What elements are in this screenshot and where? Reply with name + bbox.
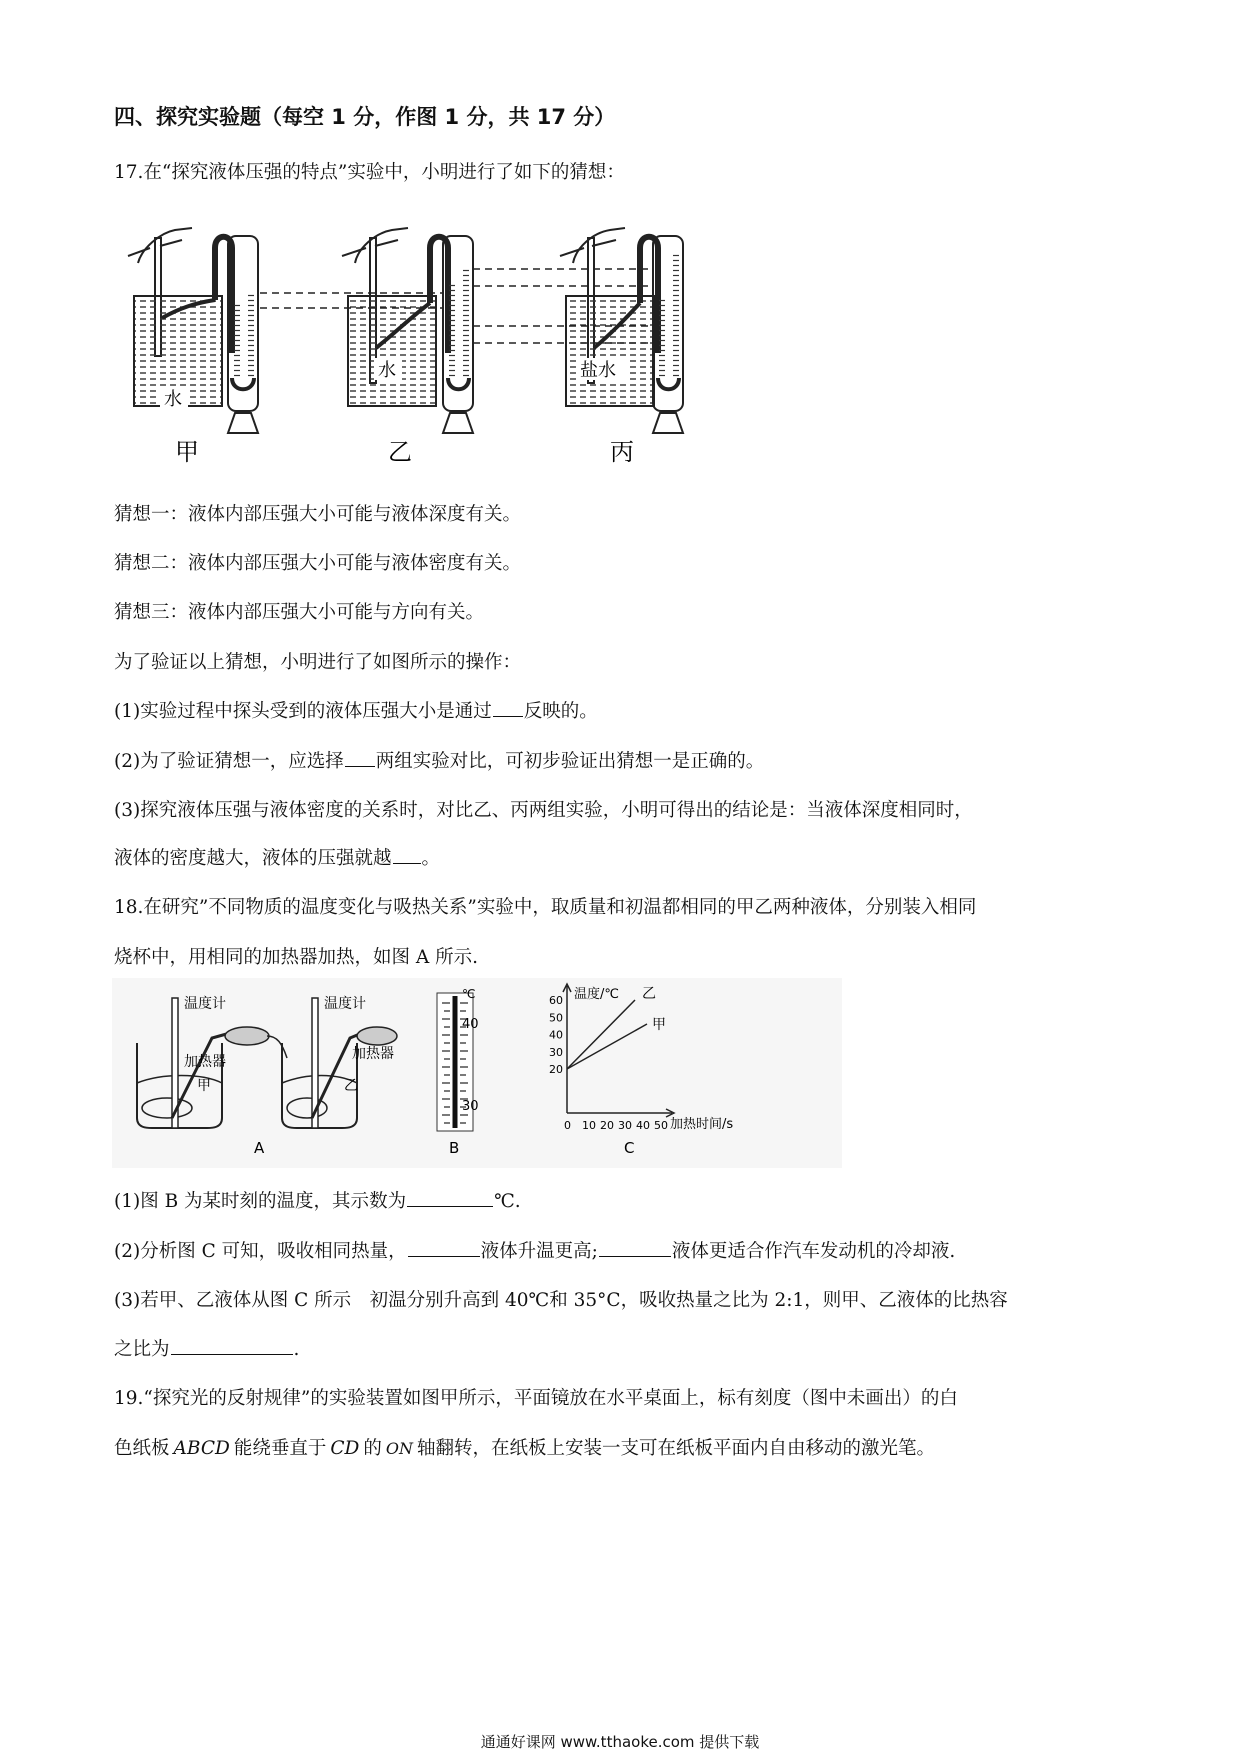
q19-text-b: 能绕垂直于: [233, 1438, 327, 1459]
heater-label-1: 加热器: [184, 1054, 226, 1070]
figure-b-unit: ℃: [462, 987, 476, 1001]
figure-c-ytick: 50: [549, 1011, 563, 1025]
figure-c-xtick: 30: [618, 1119, 632, 1132]
q17-part1: [114, 697, 598, 723]
q17-blank3[interactable]: [393, 845, 421, 864]
series-label-yi: 乙: [642, 986, 656, 1002]
q17-part1-post: 反映的。: [523, 701, 598, 722]
figure-c-ytick: 20: [549, 1063, 563, 1076]
setup-bing: [560, 228, 683, 466]
q17-blank2[interactable]: [345, 748, 375, 767]
q18-part1-post: ℃.: [494, 1191, 521, 1212]
q18-line2: 烧杯中，用相同的加热器加热，如图 A 所示.: [114, 947, 479, 968]
q17-part3-line1: (3)探究液体压强与液体密度的关系时，对比乙、丙两组实验，小明可得出的结论是：当液体深度相同时，: [114, 800, 973, 821]
q17-part3-post: 。: [421, 848, 441, 869]
q17-guess1: 猜想一：液体内部压强大小可能与液体深度有关。: [114, 504, 522, 525]
q18-figure: [112, 978, 842, 1168]
q18-part2-post: 液体更适合作汽车发动机的冷却液.: [671, 1241, 956, 1262]
section-title: 四、探究实验题（每空 1 分，作图 1 分，共 17 分）: [114, 105, 616, 129]
caption-c: C: [624, 1139, 635, 1157]
q19-text-c: 的: [363, 1438, 382, 1459]
q18-part2-mid: 液体升温更高;: [480, 1241, 598, 1262]
q19-symbol-on: ON: [385, 1439, 413, 1458]
liquid-label-yi-a: 乙: [344, 1078, 358, 1094]
q17-part3-line2: [114, 844, 440, 870]
thermometer-label-1: 温度计: [184, 996, 226, 1012]
heater-label-2: 加热器: [352, 1046, 394, 1062]
caption-a: A: [254, 1139, 265, 1157]
q18-blank3[interactable]: [599, 1238, 671, 1257]
figure-c-xtick: 40: [636, 1119, 650, 1132]
thermometer-label-2: 温度计: [324, 996, 366, 1012]
q18-line1: 18.在研究”不同物质的温度变化与吸热关系”实验中，取质量和初温都相同的甲乙两种液体，分别装入相同: [114, 897, 977, 918]
q19-line1: 19.“探究光的反射规律”的实验装置如图甲所示，平面镜放在水平桌面上，标有刻度（图中未画出）的白: [114, 1388, 958, 1409]
q18-blank1[interactable]: [407, 1188, 493, 1207]
series-label-jia: 甲: [652, 1017, 666, 1033]
figure-c-xtick: 10: [582, 1119, 596, 1132]
setup-label-yi: 乙: [388, 438, 412, 466]
q19-text-a: 色纸板: [114, 1438, 170, 1459]
figure-c-ytick: 40: [549, 1028, 563, 1042]
figure-c-xtick: 50: [654, 1119, 668, 1132]
setup-label-jia: 甲: [175, 438, 199, 466]
q19-text-d: 轴翻转，在纸板上安装一支可在纸板平面内自由移动的激光笔。: [416, 1438, 935, 1459]
figure-b-tick-30: 30: [462, 1099, 479, 1114]
figure-c-ylabel: 温度/℃: [574, 987, 619, 1002]
q17-part1-pre: (1)实验过程中探头受到的液体压强大小是通过: [114, 701, 492, 722]
figure-b: [437, 987, 479, 1157]
liquid-label-jia: 水: [164, 389, 182, 410]
q18-part1-pre: (1)图 B 为某时刻的温度，其示数为: [114, 1191, 407, 1212]
q17-lead: 为了验证以上猜想，小明进行了如图所示的操作：: [114, 652, 522, 673]
q19-symbol-abcd: ABCD: [173, 1438, 230, 1459]
setup-label-bing: 丙: [610, 438, 634, 466]
q18-part3-post: .: [293, 1339, 300, 1360]
q18-part3-line1: (3)若甲、乙液体从图 C 所示 初温分别升高到 40℃和 35°C，吸收热量之比为 2:1，则甲、乙液体的比热容: [114, 1290, 1008, 1311]
liquid-label-jia-a: 甲: [197, 1078, 211, 1094]
q17-blank1[interactable]: [493, 698, 523, 717]
figure-c-xlabel: 加热时间/s: [670, 1117, 734, 1132]
q17-part2: [114, 747, 764, 773]
liquid-label-bing: 盐水: [580, 360, 616, 381]
setup-jia: [128, 228, 258, 466]
q18-part3-pre: 之比为: [114, 1339, 170, 1360]
q18-part2: [114, 1237, 955, 1263]
q17-part2-pre: (2)为了验证猜想一，应选择: [114, 751, 344, 772]
q17-guess3: 猜想三：液体内部压强大小可能与方向有关。: [114, 602, 485, 623]
q18-part2-pre: (2)分析图 C 可知，吸收相同热量，: [114, 1241, 407, 1262]
caption-b: B: [449, 1139, 460, 1157]
figure-c-ytick: 30: [549, 1045, 563, 1059]
liquid-label-yi: 水: [378, 360, 396, 381]
figure-b-tick-40: 40: [462, 1017, 479, 1032]
q17-figure: [120, 208, 790, 470]
q18-part1: [114, 1187, 521, 1213]
figure-c-ytick: 60: [549, 994, 563, 1007]
q17-part3-pre: 液体的密度越大，液体的压强就越: [114, 848, 392, 869]
q18-blank4[interactable]: [171, 1336, 293, 1355]
figure-c-xtick: 0: [564, 1119, 571, 1132]
q17-guess2: 猜想二：液体内部压强大小可能与液体密度有关。: [114, 553, 522, 574]
q18-part3-line2: [114, 1335, 299, 1361]
q19-symbol-cd: CD: [330, 1438, 360, 1459]
q17-part2-post: 两组实验对比，可初步验证出猜想一是正确的。: [375, 751, 765, 772]
figure-c-xtick: 20: [600, 1119, 614, 1132]
q17-intro: 17.在“探究液体压强的特点”实验中，小明进行了如下的猜想：: [114, 162, 625, 183]
setup-yi: [342, 228, 473, 466]
q18-blank2[interactable]: [408, 1238, 480, 1257]
page-footer: 通通好课网 www.tthaoke.com 提供下载: [480, 1733, 760, 1751]
q19-line2: [114, 1434, 935, 1460]
